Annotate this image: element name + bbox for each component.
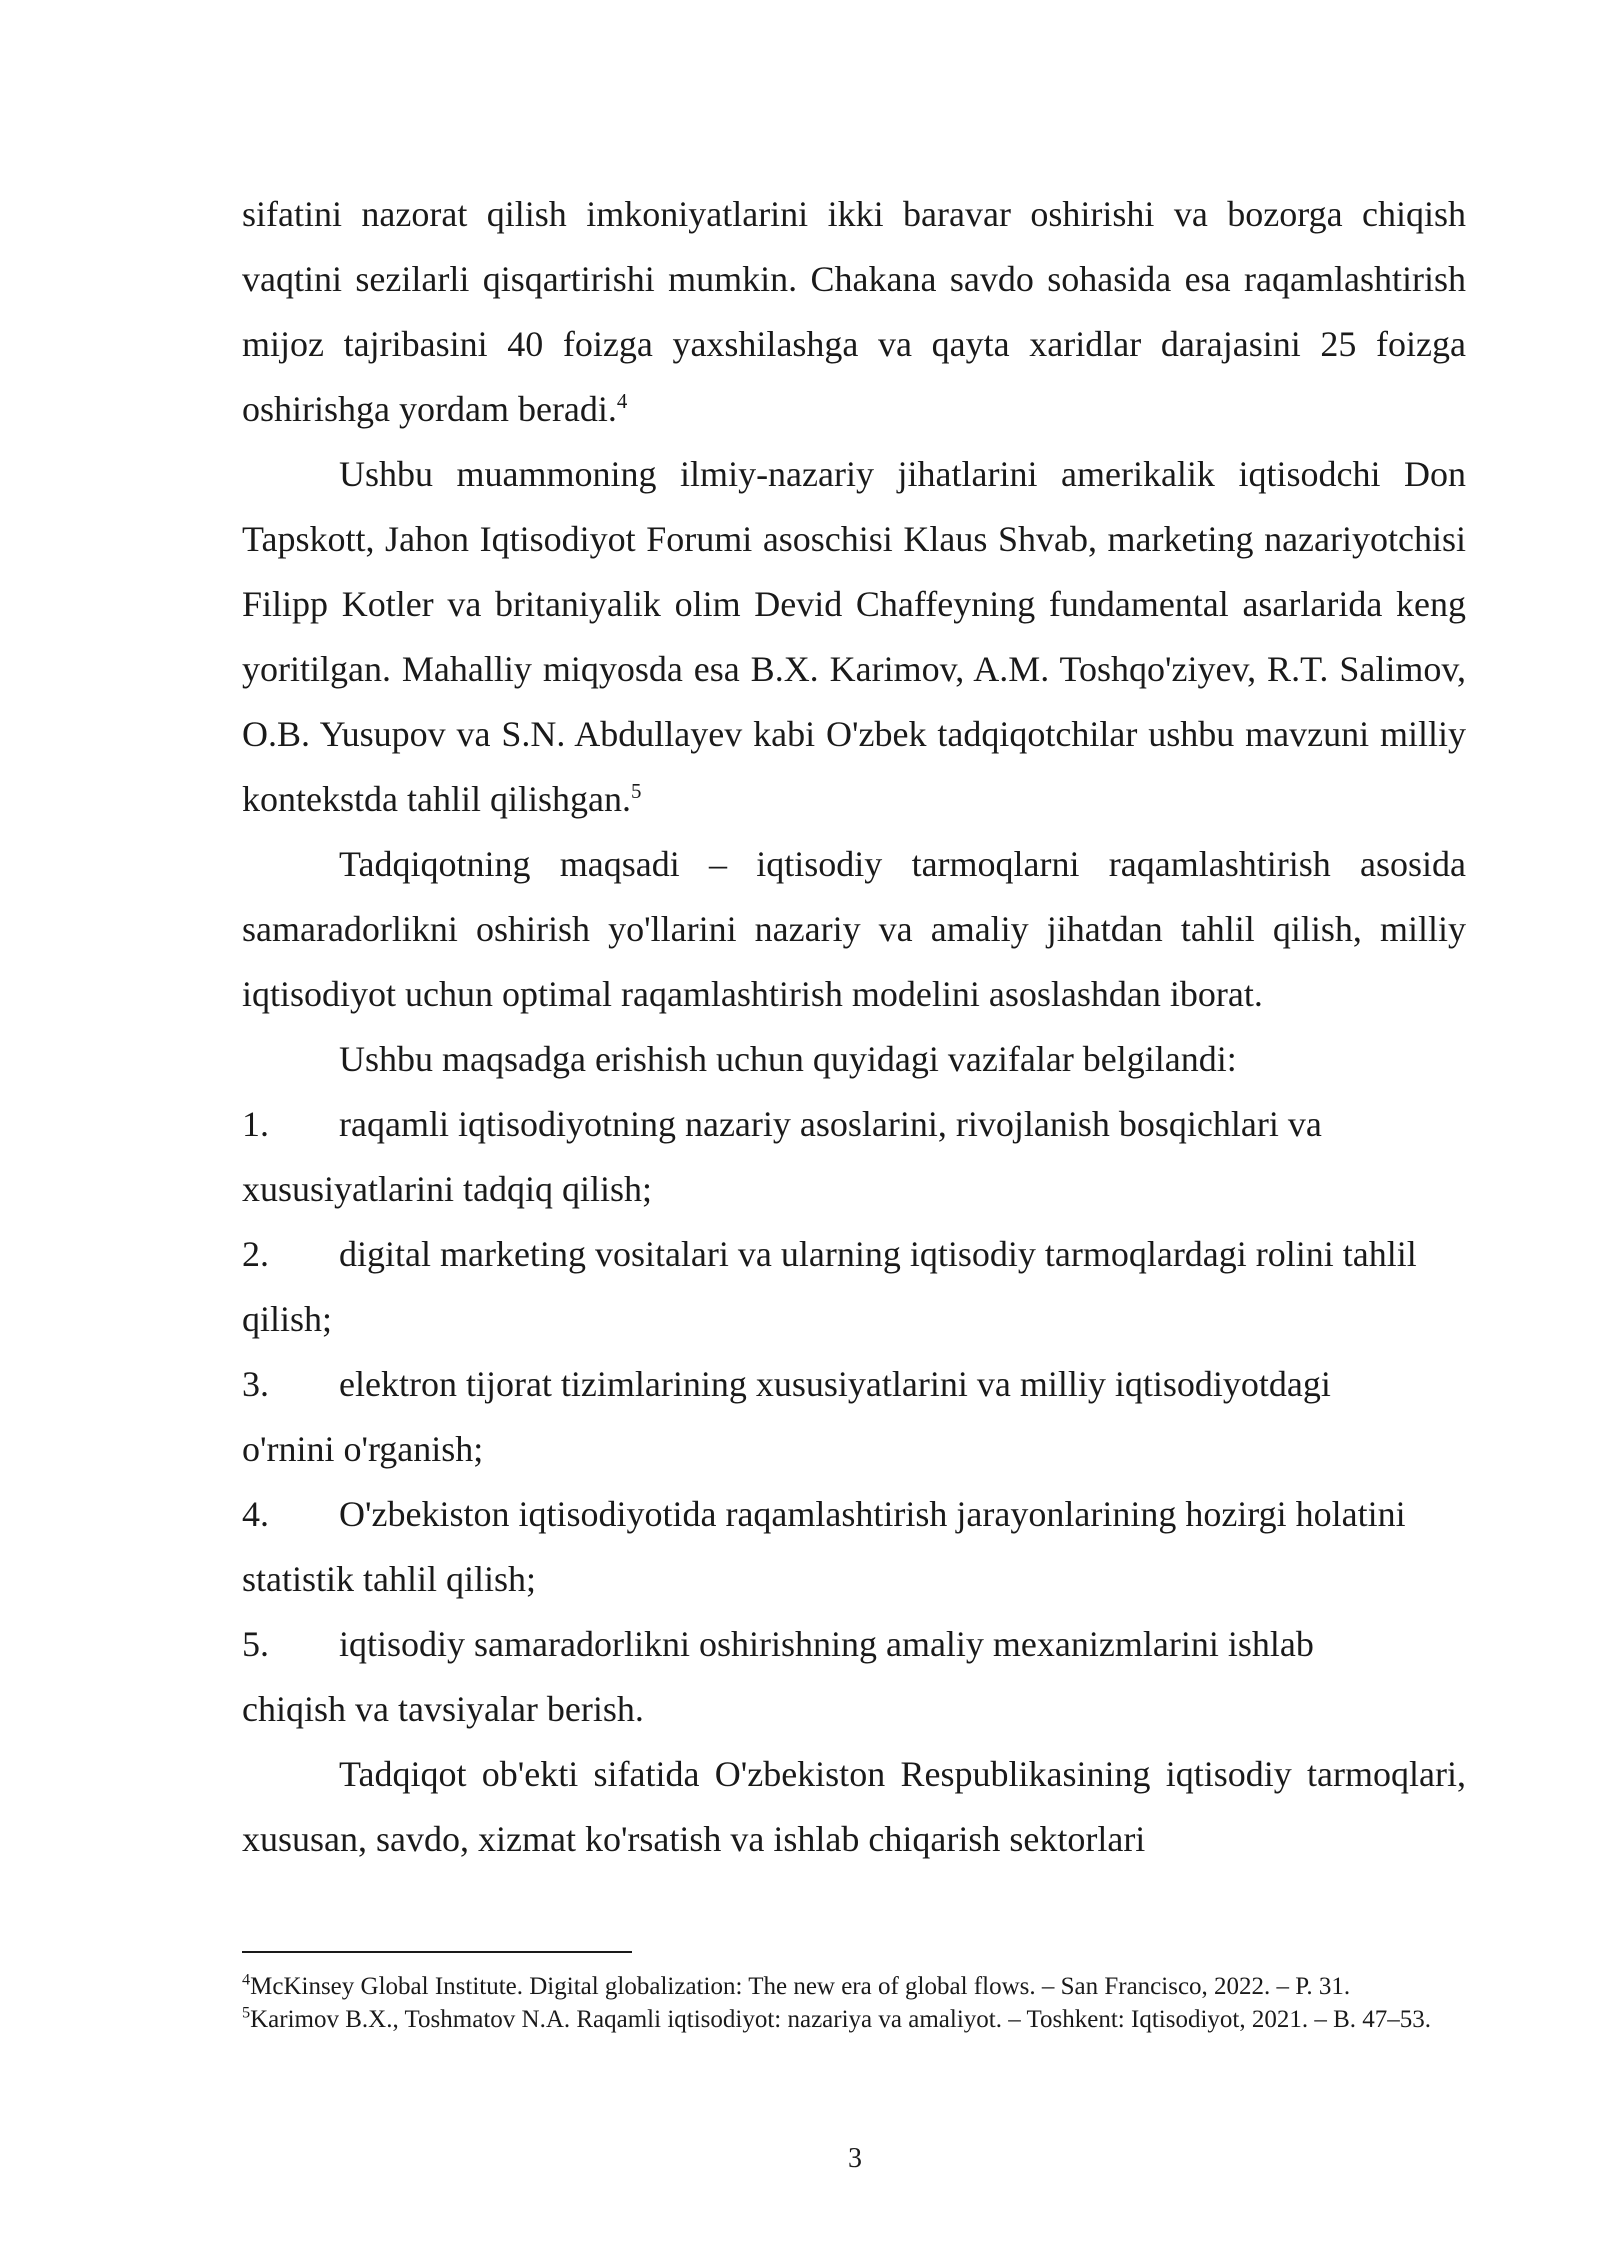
paragraph-research-aim: Tadqiqotning maqsadi – iqtisodiy tarmoqlarni raqamlashtirish asosida samaradorlikni oshirish yo'llarini nazariy va amaliy jihatdan tahlil qilish, milliy iqtisodiyot uchun optimal raqamlashtirish modelini asoslashdan iborat. [242, 844, 1466, 1014]
list-item-text: digital marketing vositalari va ularning iqtisodiy tarmoqlardagi rolini tahlil [339, 1234, 1417, 1274]
paragraph-text: Ushbu muammoning ilmiy-nazariy jihatlarini amerikalik iqtisodchi Don Tapskott, Jahon Iqtisodiyot Forumi asoschisi Klaus Shvab, marketing nazariyotchisi Filipp Kotler va britaniyalik olim Devid Chaffeyning fundamental asarlarida keng yoritilgan. Mahalliy miqyosda esa B.X. Karimov, A.M. Toshqo'ziyev, R.T. Salimov, O.B. Yusupov va S.N. Abdullayev kabi O'zbek tadqiqotchilar ushbu mavzuni milliy kontekstda tahlil qilishgan. [242, 454, 1466, 819]
list-number: 1. [242, 1104, 269, 1144]
list-number: 4. [242, 1494, 269, 1534]
page-number: 3 [848, 2143, 862, 2174]
paragraph-researchers [242, 442, 1466, 832]
paragraph-research-object: Tadqiqot ob'ekti sifatida O'zbekiston Respublikasining iqtisodiy tarmoqlari, xususan, savdo, xizmat ko'rsatish va ishlab chiqarish sektorlari [242, 1754, 1466, 1859]
paragraph-text: sifatini nazorat qilish imkoniyatlarini ikki baravar oshirishi va bozorga chiqish vaqtini sezilarli qisqartirishi mumkin. Chakana savdo sohasida esa raqamlashtirish mijoz tajribasini 40 foizga yaxshilashga va qayta xaridlar darajasini 25 foizga oshirishga yordam beradi. [242, 194, 1466, 429]
list-item [242, 1482, 1466, 1612]
footnote [242, 1970, 1466, 2003]
list-item-text: iqtisodiy samaradorlikni oshirishning amaliy mexanizmlarini ishlab [339, 1624, 1314, 1664]
list-item [242, 1352, 1466, 1482]
list-item-continuation: statistik tahlil qilish; [242, 1559, 537, 1599]
footnotes [242, 1970, 1466, 2036]
list-number: 3. [242, 1364, 269, 1404]
list-item [242, 1612, 1466, 1742]
list-item-text: O'zbekiston iqtisodiyotida raqamlashtirish jarayonlarining hozirgi holatini [339, 1494, 1406, 1534]
list-item-text: raqamli iqtisodiyotning nazariy asoslarini, rivojlanish bosqichlari va [339, 1104, 1322, 1144]
footnote-text: Karimov B.X., Toshmatov N.A. Raqamli iqtisodiyot: nazariya va amaliyot. – Toshkent: Iqtisodiyot, 2021. – B. 47–53. [250, 2006, 1432, 2033]
body-text [242, 182, 1466, 1872]
footnote-text: McKinsey Global Institute. Digital globalization: The new era of global flows. – San Francisco, 2022. – P. 31. [250, 1973, 1351, 2000]
footnote-mark: 5 [242, 2003, 251, 2022]
list-item-continuation: o'rnini o'rganish; [242, 1429, 484, 1469]
list-item-text: elektron tijorat tizimlarining xususiyatlarini va milliy iqtisodiyotdagi [339, 1364, 1331, 1404]
footnote-mark: 4 [242, 1970, 251, 1989]
list-item-continuation: qilish; [242, 1299, 333, 1339]
footnote [242, 2003, 1466, 2036]
list-number: 5. [242, 1624, 269, 1664]
list-item-continuation: chiqish va tavsiyalar berish. [242, 1689, 644, 1729]
list-item-continuation: xususiyatlarini tadqiq qilish; [242, 1169, 652, 1209]
list-item [242, 1092, 1466, 1222]
list-item [242, 1222, 1466, 1352]
paragraph-tasks-intro: Ushbu maqsadga erishish uchun quyidagi vazifalar belgilandi: [339, 1039, 1237, 1079]
list-number: 2. [242, 1234, 269, 1274]
footnote-reference-4[interactable]: 4 [616, 389, 628, 413]
footnote-reference-5[interactable]: 5 [630, 779, 642, 803]
footnote-separator [242, 1951, 632, 1953]
paragraph-continuation [242, 182, 1466, 442]
